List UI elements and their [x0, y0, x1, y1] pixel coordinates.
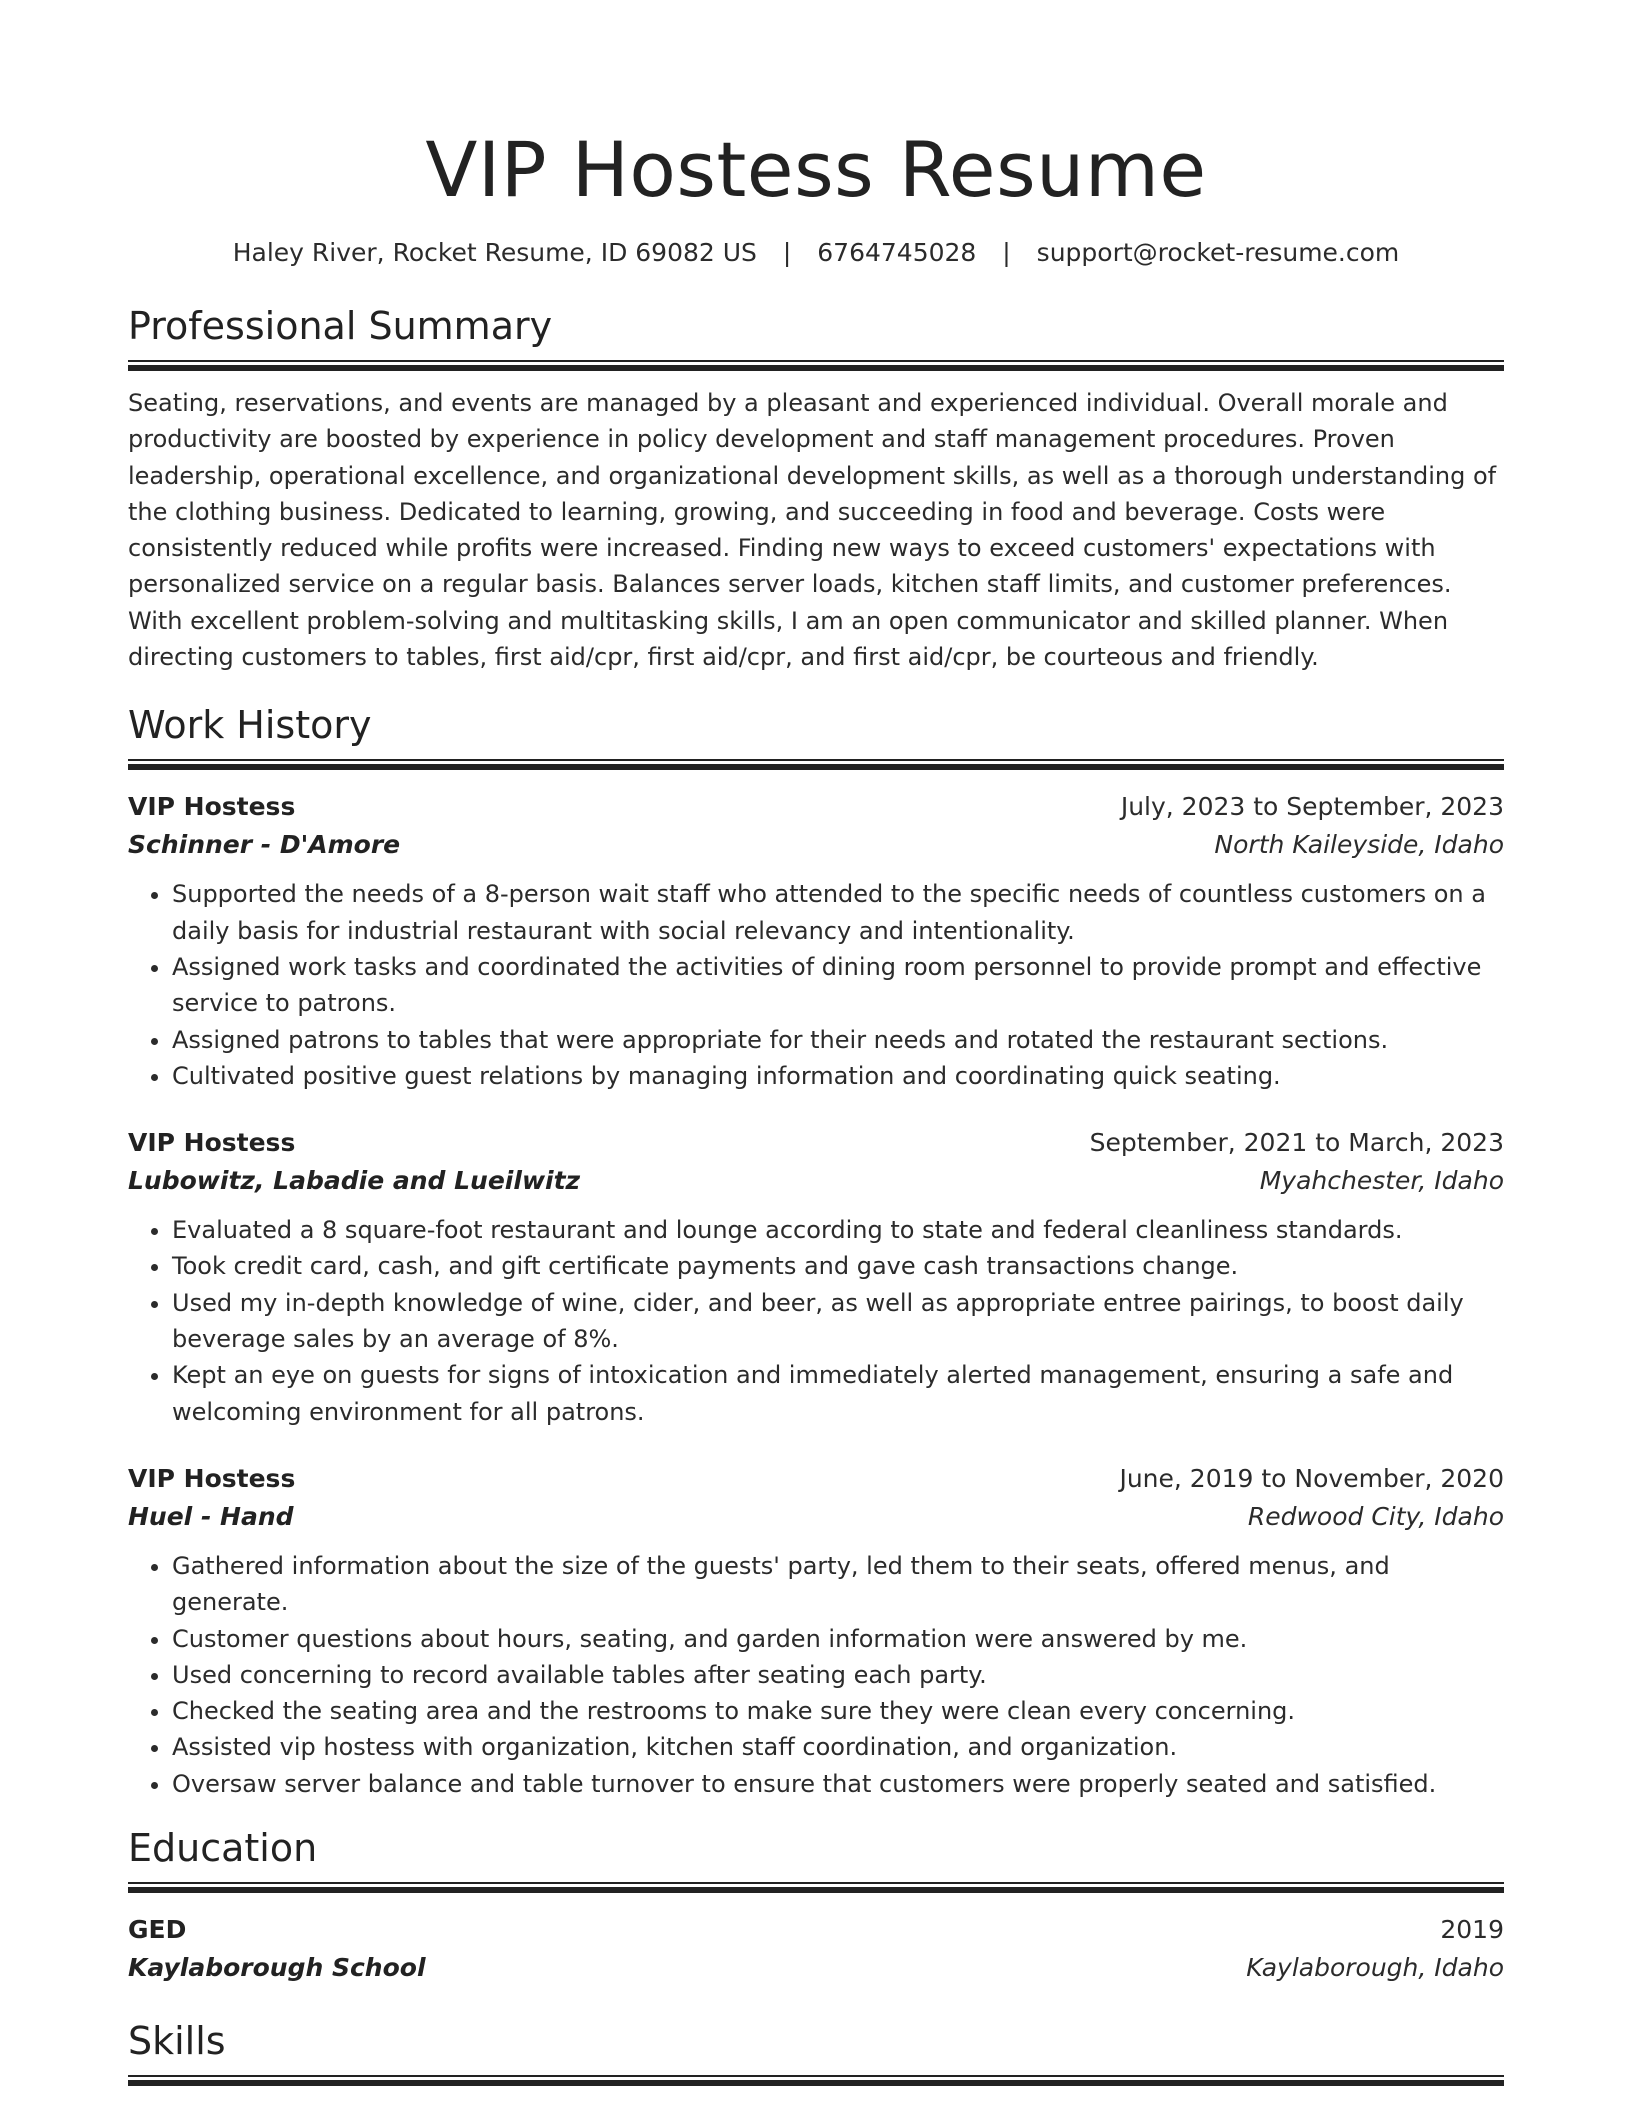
job-bullets [128, 1212, 1504, 1430]
contact-separator: | [1002, 238, 1011, 267]
contact-phone: 6764745028 [817, 238, 977, 267]
job-company: Schinner - D'Amore [128, 830, 401, 860]
section-divider [128, 360, 1504, 371]
job-bullet: • Kept an eye on guests for signs of intoxication and immediately alerted management, ensuring a safe and welcoming environment for all patrons. [172, 1357, 1504, 1430]
job-company: Lubowitz, Labadie and Lueilwitz [128, 1166, 581, 1196]
job-bullet: • Checked the seating area and the restrooms to make sure they were clean every concerning. [172, 1693, 1504, 1729]
education-school-row [128, 1949, 1504, 1987]
job-bullet: • Evaluated a 8 square-foot restaurant and lounge according to state and federal cleanliness standards. [172, 1212, 1504, 1248]
job-header-row [128, 1124, 1504, 1162]
education-degree: GED [128, 1915, 187, 1945]
job-entry [128, 1124, 1504, 1430]
job-company-row [128, 826, 1504, 864]
job-bullet: • Customer questions about hours, seating, and garden information were answered by me. [172, 1621, 1504, 1657]
job-bullet: • Gathered information about the size of the guests' party, led them to their seats, offered menus, and generate. [172, 1548, 1504, 1621]
section-divider [128, 2075, 1504, 2086]
job-bullet: • Took credit card, cash, and gift certificate payments and gave cash transactions change. [172, 1248, 1504, 1284]
job-header-row [128, 788, 1504, 826]
job-bullet: • Assisted vip hostess with organization, kitchen staff coordination, and organization. [172, 1729, 1504, 1765]
section-divider [128, 759, 1504, 770]
contact-address: Haley River, Rocket Resume, ID 69082 US [232, 238, 757, 267]
section-divider [128, 1882, 1504, 1893]
professional-summary-section [128, 302, 1504, 675]
contact-line [128, 236, 1504, 270]
job-location: Redwood City, Idaho [1247, 1501, 1504, 1531]
job-bullet: • Supported the needs of a 8-person wait staff who attended to the specific needs of countless customers on a daily basis for industrial restaurant with social relevancy and intentionality. [172, 876, 1504, 949]
job-bullets [128, 1548, 1504, 1802]
job-company: Huel - Hand [128, 1501, 294, 1531]
education-section [128, 1824, 1504, 1987]
job-bullet: • Assigned patrons to tables that were appropriate for their needs and rotated the restaurant sections. [172, 1022, 1504, 1058]
section-heading: Education [128, 1826, 318, 1871]
job-bullet: • Cultivated positive guest relations by managing information and coordinating quick seating. [172, 1058, 1504, 1094]
job-dates: September, 2021 to March, 2023 [1089, 1128, 1504, 1158]
resume-title: VIP Hostess Resume [425, 125, 1207, 214]
contact-separator: | [782, 238, 792, 267]
job-company-row [128, 1498, 1504, 1536]
job-title: VIP Hostess [128, 792, 296, 822]
job-bullet: • Used my in-depth knowledge of wine, cider, and beer, as well as appropriate entree pairings, to boost daily beverage sales by an average of 8%. [172, 1285, 1504, 1358]
skills-section [128, 2017, 1504, 2086]
job-entry [128, 788, 1504, 1094]
summary-text: Seating, reservations, and events are managed by a pleasant and experienced individual. Overall morale and productivity are boosted by experience in policy development and staff management procedures. Proven leadership, operational excellence, and organizational development skills, as well as a thorough understanding of the clothing business. Dedicated to learning, growing, and succeeding in food and beverage. Costs were consistently reduced while profits were increased. Finding new ways to exceed customers' expectations with personalized service on a regular basis. Balances server loads, kitchen staff limits, and customer preferences. With excellent problem-solving and multitasking skills, I am an open communicator and skilled planner. When directing customers to tables, first aid/cpr, first aid/cpr, and first aid/cpr, be courteous and friendly. [128, 389, 1497, 672]
job-bullets [128, 876, 1504, 1094]
job-dates: June, 2019 to November, 2020 [1119, 1463, 1504, 1493]
job-location: North Kaileyside, Idaho [1214, 830, 1504, 860]
education-year: 2019 [1440, 1915, 1504, 1945]
job-title: VIP Hostess [128, 1128, 296, 1158]
job-bullet: • Used concerning to record available tables after seating each party. [172, 1657, 1504, 1693]
job-entry [128, 1460, 1504, 1802]
section-heading: Professional Summary [128, 304, 553, 348]
education-header-row [128, 1911, 1504, 1949]
job-title: VIP Hostess [128, 1463, 296, 1493]
job-bullet: • Assigned work tasks and coordinated the activities of dining room personnel to provide prompt and effective service to patrons. [172, 949, 1504, 1022]
work-history-section [128, 701, 1504, 1802]
contact-email: support@rocket-resume.com [1036, 238, 1400, 267]
job-company-row [128, 1162, 1504, 1200]
job-location: Myahchester, Idaho [1259, 1166, 1504, 1196]
job-dates: July, 2023 to September, 2023 [1120, 792, 1504, 822]
job-bullet: • Oversaw server balance and table turnover to ensure that customers were properly seated and satisfied. [172, 1766, 1504, 1802]
education-school: Kaylaborough School [128, 1953, 426, 1983]
section-heading: Work History [128, 703, 372, 748]
education-location: Kaylaborough, Idaho [1246, 1953, 1504, 1983]
education-entry [128, 1911, 1504, 1987]
section-heading: Skills [128, 2019, 226, 2064]
job-header-row [128, 1460, 1504, 1498]
